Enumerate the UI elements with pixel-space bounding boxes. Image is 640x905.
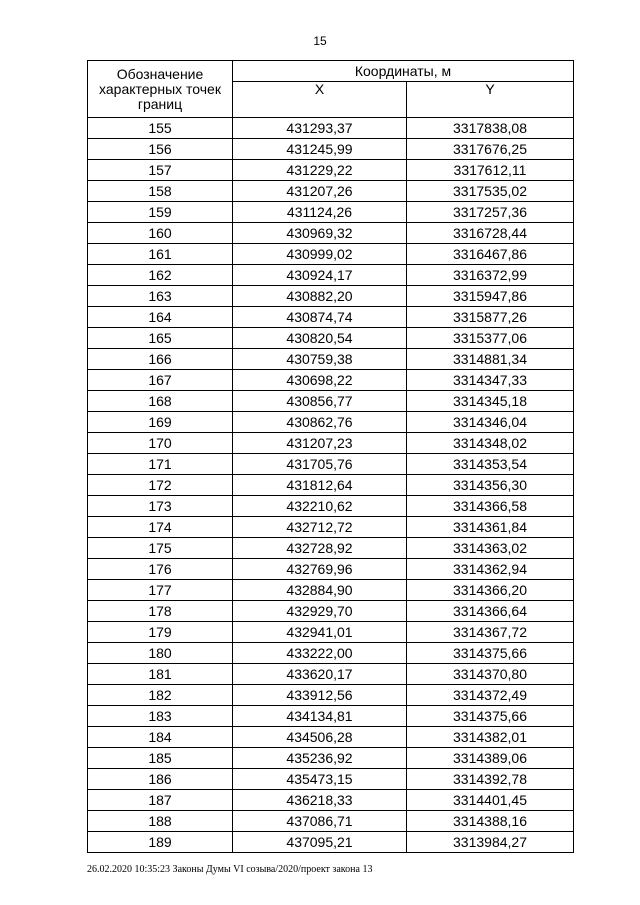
x-coordinate-cell: 431293,37 xyxy=(233,118,407,139)
y-coordinate-cell: 3314881,34 xyxy=(407,349,574,370)
table-row xyxy=(88,601,574,622)
point-number-cell: 169 xyxy=(88,412,233,433)
table-row xyxy=(88,664,574,685)
point-number-cell: 181 xyxy=(88,664,233,685)
point-number-cell: 188 xyxy=(88,811,233,832)
y-coordinate-cell: 3314347,33 xyxy=(407,370,574,391)
y-coordinate-cell: 3314389,06 xyxy=(407,748,574,769)
x-coordinate-cell: 430759,38 xyxy=(233,349,407,370)
x-coordinate-cell: 430882,20 xyxy=(233,286,407,307)
y-coordinate-cell: 3314346,04 xyxy=(407,412,574,433)
point-number-cell: 174 xyxy=(88,517,233,538)
point-number-cell: 179 xyxy=(88,622,233,643)
y-coordinate-cell: 3316372,99 xyxy=(407,265,574,286)
y-coordinate-cell: 3314362,94 xyxy=(407,559,574,580)
point-number-cell: 172 xyxy=(88,475,233,496)
y-coordinate-cell: 3314366,58 xyxy=(407,496,574,517)
table-row xyxy=(88,265,574,286)
y-coordinate-cell: 3314366,20 xyxy=(407,580,574,601)
y-coordinate-cell: 3314370,80 xyxy=(407,664,574,685)
table-row xyxy=(88,370,574,391)
table-row xyxy=(88,118,574,139)
table-row xyxy=(88,223,574,244)
point-number-cell: 163 xyxy=(88,286,233,307)
point-number-cell: 187 xyxy=(88,790,233,811)
page-number: 15 xyxy=(313,34,327,48)
y-coordinate-cell: 3315947,86 xyxy=(407,286,574,307)
table-row xyxy=(88,811,574,832)
table-row xyxy=(88,202,574,223)
y-coordinate-cell: 3314401,45 xyxy=(407,790,574,811)
x-coordinate-cell: 437095,21 xyxy=(233,832,407,853)
x-coordinate-cell: 432769,96 xyxy=(233,559,407,580)
point-number-cell: 158 xyxy=(88,181,233,202)
point-number-cell: 155 xyxy=(88,118,233,139)
y-coordinate-cell: 3314356,30 xyxy=(407,475,574,496)
point-number-cell: 180 xyxy=(88,643,233,664)
x-coordinate-cell: 435236,92 xyxy=(233,748,407,769)
x-coordinate-cell: 431229,22 xyxy=(233,160,407,181)
x-coordinate-cell: 431705,76 xyxy=(233,454,407,475)
point-number-cell: 178 xyxy=(88,601,233,622)
x-coordinate-cell: 431245,99 xyxy=(233,139,407,160)
y-coordinate-cell: 3314353,54 xyxy=(407,454,574,475)
header-coordinates: Координаты, м xyxy=(233,61,574,82)
y-coordinate-cell: 3314372,49 xyxy=(407,685,574,706)
table-row xyxy=(88,349,574,370)
point-number-cell: 167 xyxy=(88,370,233,391)
table-row xyxy=(88,622,574,643)
point-number-cell: 157 xyxy=(88,160,233,181)
table-row xyxy=(88,307,574,328)
table-row xyxy=(88,244,574,265)
y-coordinate-cell: 3317612,11 xyxy=(407,160,574,181)
y-coordinate-cell: 3314363,02 xyxy=(407,538,574,559)
x-coordinate-cell: 430856,77 xyxy=(233,391,407,412)
point-number-cell: 186 xyxy=(88,769,233,790)
point-number-cell: 159 xyxy=(88,202,233,223)
table-row xyxy=(88,496,574,517)
y-coordinate-cell: 3317257,36 xyxy=(407,202,574,223)
y-coordinate-cell: 3314382,01 xyxy=(407,727,574,748)
y-coordinate-cell: 3314366,64 xyxy=(407,601,574,622)
point-number-cell: 164 xyxy=(88,307,233,328)
table-row xyxy=(88,790,574,811)
point-number-cell: 182 xyxy=(88,685,233,706)
table-row xyxy=(88,139,574,160)
table-row xyxy=(88,559,574,580)
point-number-cell: 165 xyxy=(88,328,233,349)
table-row xyxy=(88,727,574,748)
x-coordinate-cell: 431124,26 xyxy=(233,202,407,223)
x-coordinate-cell: 432712,72 xyxy=(233,517,407,538)
y-coordinate-cell: 3314375,66 xyxy=(407,706,574,727)
table-row xyxy=(88,328,574,349)
y-coordinate-cell: 3314388,16 xyxy=(407,811,574,832)
y-coordinate-cell: 3315877,26 xyxy=(407,307,574,328)
point-number-cell: 166 xyxy=(88,349,233,370)
x-coordinate-cell: 434134,81 xyxy=(233,706,407,727)
table-row xyxy=(88,286,574,307)
header-point-designation: Обозначение характерных точек границ xyxy=(88,61,233,118)
point-number-cell: 168 xyxy=(88,391,233,412)
y-coordinate-cell: 3314361,84 xyxy=(407,517,574,538)
y-coordinate-cell: 3314367,72 xyxy=(407,622,574,643)
point-number-cell: 183 xyxy=(88,706,233,727)
y-coordinate-cell: 3316728,44 xyxy=(407,223,574,244)
point-number-cell: 170 xyxy=(88,433,233,454)
table-row xyxy=(88,832,574,853)
x-coordinate-cell: 432941,01 xyxy=(233,622,407,643)
table-row xyxy=(88,433,574,454)
point-number-cell: 156 xyxy=(88,139,233,160)
point-number-cell: 189 xyxy=(88,832,233,853)
table-row xyxy=(88,517,574,538)
table-row xyxy=(88,391,574,412)
point-number-cell: 176 xyxy=(88,559,233,580)
x-coordinate-cell: 433620,17 xyxy=(233,664,407,685)
point-number-cell: 175 xyxy=(88,538,233,559)
table-row xyxy=(88,769,574,790)
x-coordinate-cell: 437086,71 xyxy=(233,811,407,832)
y-coordinate-cell: 3314392,78 xyxy=(407,769,574,790)
table-row xyxy=(88,685,574,706)
x-coordinate-cell: 433222,00 xyxy=(233,643,407,664)
x-coordinate-cell: 430924,17 xyxy=(233,265,407,286)
x-coordinate-cell: 435473,15 xyxy=(233,769,407,790)
table-row xyxy=(88,706,574,727)
x-coordinate-cell: 432929,70 xyxy=(233,601,407,622)
x-coordinate-cell: 430698,22 xyxy=(233,370,407,391)
table-row xyxy=(88,538,574,559)
point-number-cell: 184 xyxy=(88,727,233,748)
y-coordinate-cell: 3317838,08 xyxy=(407,118,574,139)
header-y: Y xyxy=(407,82,574,118)
y-coordinate-cell: 3314375,66 xyxy=(407,643,574,664)
table-body xyxy=(88,118,574,853)
y-coordinate-cell: 3313984,27 xyxy=(407,832,574,853)
x-coordinate-cell: 432884,90 xyxy=(233,580,407,601)
x-coordinate-cell: 431207,26 xyxy=(233,181,407,202)
y-coordinate-cell: 3314345,18 xyxy=(407,391,574,412)
point-number-cell: 177 xyxy=(88,580,233,601)
point-number-cell: 185 xyxy=(88,748,233,769)
x-coordinate-cell: 430999,02 xyxy=(233,244,407,265)
x-coordinate-cell: 433912,56 xyxy=(233,685,407,706)
x-coordinate-cell: 431207,23 xyxy=(233,433,407,454)
table-row xyxy=(88,475,574,496)
x-coordinate-cell: 431812,64 xyxy=(233,475,407,496)
table-row xyxy=(88,160,574,181)
table-row xyxy=(88,580,574,601)
coordinates-table xyxy=(87,60,574,853)
x-coordinate-cell: 434506,28 xyxy=(233,727,407,748)
table-row xyxy=(88,454,574,475)
y-coordinate-cell: 3317535,02 xyxy=(407,181,574,202)
x-coordinate-cell: 430874,74 xyxy=(233,307,407,328)
x-coordinate-cell: 430820,54 xyxy=(233,328,407,349)
table-row xyxy=(88,643,574,664)
x-coordinate-cell: 430969,32 xyxy=(233,223,407,244)
point-number-cell: 161 xyxy=(88,244,233,265)
y-coordinate-cell: 3315377,06 xyxy=(407,328,574,349)
point-number-cell: 162 xyxy=(88,265,233,286)
x-coordinate-cell: 432210,62 xyxy=(233,496,407,517)
header-x: X xyxy=(233,82,407,118)
footer-stamp: 26.02.2020 10:35:23 Законы Думы VI созыва/2020/проект закона 13 xyxy=(87,864,373,875)
x-coordinate-cell: 430862,76 xyxy=(233,412,407,433)
point-number-cell: 171 xyxy=(88,454,233,475)
y-coordinate-cell: 3316467,86 xyxy=(407,244,574,265)
table-row xyxy=(88,412,574,433)
x-coordinate-cell: 436218,33 xyxy=(233,790,407,811)
point-number-cell: 173 xyxy=(88,496,233,517)
point-number-cell: 160 xyxy=(88,223,233,244)
y-coordinate-cell: 3314348,02 xyxy=(407,433,574,454)
x-coordinate-cell: 432728,92 xyxy=(233,538,407,559)
table-row xyxy=(88,748,574,769)
y-coordinate-cell: 3317676,25 xyxy=(407,139,574,160)
table-row xyxy=(88,181,574,202)
